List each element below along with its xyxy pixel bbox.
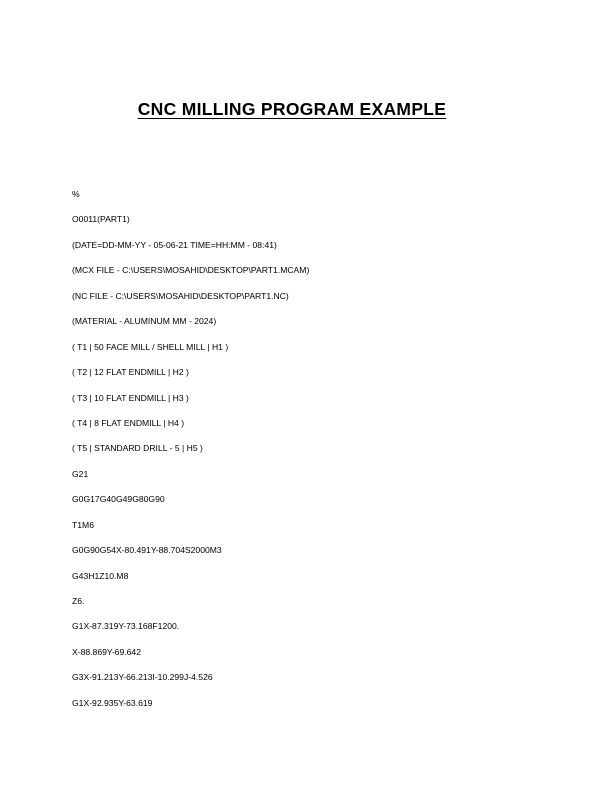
program-line: G3X-91.213Y-66.213I-10.299J-4.526 [72, 672, 213, 683]
program-line: ( T4 | 8 FLAT ENDMILL | H4 ) [72, 417, 185, 428]
program-line: ( T5 | STANDARD DRILL - 5 | H5 ) [72, 443, 203, 454]
program-line: Z6. [72, 596, 85, 606]
program-line: X-88.869Y-69.642 [72, 646, 141, 657]
program-line: (NC FILE - C:\USERS\MOSAHID\DESKTOP\PART1.NC) [72, 290, 289, 301]
program-line: G43H1Z10.M8 [72, 570, 129, 581]
program-line: G0G17G40G49G80G90 [72, 494, 165, 505]
program-listing [72, 187, 309, 721]
program-line: (DATE=DD-MM-YY - 05-06-21 TIME=HH:MM - 08:41) [72, 239, 277, 250]
program-line: ( T3 | 10 FLAT ENDMILL | H3 ) [72, 392, 189, 403]
program-line: O0011(PART1) [72, 214, 130, 225]
document-title [0, 99, 584, 120]
program-line: G1X-87.319Y-73.168F1200. [72, 621, 180, 632]
program-line: % [72, 189, 80, 199]
program-line: G21 [72, 468, 89, 479]
title-text: CNC MILLING PROGRAM EXAMPLE [137, 99, 447, 119]
program-line: T1M6 [72, 519, 94, 530]
program-line: G1X-92.935Y-63.619 [72, 697, 153, 708]
program-line: (MCX FILE - C:\USERS\MOSAHID\DESKTOP\PART1.MCAM) [72, 265, 310, 276]
program-line: (MATERIAL - ALUMINUM MM - 2024) [72, 316, 217, 327]
program-line: ( T2 | 12 FLAT ENDMILL | H2 ) [72, 367, 189, 378]
program-line: G0G90G54X-80.491Y-88.704S2000M3 [72, 545, 222, 556]
program-line: ( T1 | 50 FACE MILL / SHELL MILL | H1 ) [72, 341, 229, 352]
